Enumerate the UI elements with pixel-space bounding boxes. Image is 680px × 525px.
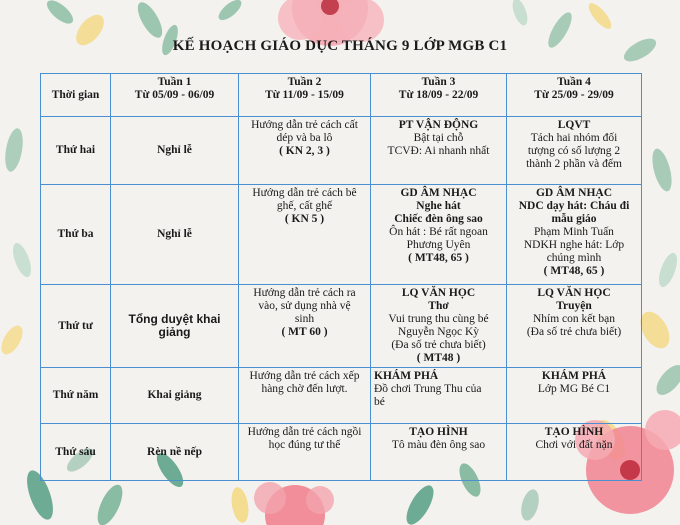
week-range: Từ 18/09 - 22/09 (398, 89, 479, 101)
plan-cell-line: Ôn hát : Bé rất ngoan (389, 226, 488, 238)
plan-cell-line: NDC dạy hát: Cháu đi (518, 200, 630, 212)
plan-cell-line: sinh (294, 313, 315, 325)
plan-cell-line: Hướng dẫn trẻ cách ngồi (247, 426, 362, 438)
plan-cell (507, 285, 642, 368)
pink-flower-bottom-left-icon (254, 482, 334, 525)
plan-cell-line: vào, sử dụng nhà vệ (258, 300, 351, 312)
header-row (41, 74, 642, 117)
plan-cell-line: LQ VĂN HỌC (401, 287, 476, 299)
week-name: Tuần 2 (287, 76, 322, 88)
plan-cell-line: Nhím con kết bạn (532, 313, 616, 325)
plan-cell-line: Khai giảng (147, 389, 202, 401)
plan-cell (371, 368, 507, 424)
plan-cell-line: ( MT48 ) (416, 352, 461, 364)
plan-cell (239, 285, 371, 368)
plan-cell-line: TCVĐ: Ai nhanh nhất (387, 145, 490, 157)
education-plan-table (40, 73, 642, 481)
day-row (41, 368, 642, 424)
day-label: Thứ ba (41, 185, 111, 285)
plan-cell-line: Rèn nề nếp (147, 445, 202, 458)
plan-cell (239, 117, 371, 185)
plan-cell (507, 368, 642, 424)
plan-cell-line: Nghe hát (416, 200, 461, 212)
plan-cell-line: Nguyễn Ngọc Kỳ (397, 326, 480, 338)
plan-cell-line: Vui trung thu cùng bé (388, 313, 489, 325)
week-range: Từ 11/09 - 15/09 (265, 89, 344, 101)
leaves-top-right-icon (510, 0, 660, 66)
day-label: Thứ năm (41, 368, 111, 424)
plan-cell-line: Tổng duyệt khai (128, 312, 221, 326)
page-title: KẾ HOẠCH GIÁO DỤC THÁNG 9 LỚP MGB C1 (172, 38, 508, 54)
plan-cell-line: PT VẬN ĐỘNG (398, 119, 479, 131)
plan-cell (507, 185, 642, 285)
plan-cell-line: GD ÂM NHẠC (535, 187, 613, 199)
day-label: Thứ tư (41, 285, 111, 368)
plan-cell-line: Hướng dẫn trẻ cách bê (252, 187, 357, 199)
plan-cell-line: ( KN 2, 3 ) (279, 145, 330, 157)
plan-cell (371, 185, 507, 285)
week-header-1 (111, 74, 239, 117)
plan-cell-line: ( MT48, 65 ) (543, 265, 605, 277)
leaves-left-icon (0, 127, 35, 358)
plan-cell (111, 368, 239, 424)
plan-cell (239, 185, 371, 285)
plan-cell (371, 424, 507, 481)
plan-cell-line: Lớp MG Bé C1 (537, 383, 611, 395)
day-row (41, 117, 642, 185)
plan-cell (371, 285, 507, 368)
plan-cell-line: hàng chờ đến lượt. (261, 383, 348, 395)
plan-cell-line: LQ VĂN HỌC (537, 287, 611, 299)
plan-cell-line: tượng có số lượng 2 (527, 145, 621, 157)
plan-cell (239, 368, 371, 424)
plan-cell-line: chúng mình (546, 252, 602, 264)
plan-cell-line: giảng (158, 325, 191, 339)
plan-cell-line: ( KN 5 ) (284, 213, 325, 225)
plan-cell-line: Chơi với đất nặn (535, 439, 613, 451)
plan-cell-line: Truyện (556, 300, 592, 312)
plan-cell-line: Tách hai nhóm đối (530, 132, 618, 144)
week-name: Tuần 3 (421, 76, 456, 88)
plan-cell-line: TẠO HÌNH (409, 426, 468, 438)
plan-cell-line: TẠO HÌNH (544, 426, 604, 438)
plan-cell-line: Nghỉ lễ (157, 228, 192, 240)
week-range: Từ 25/09 - 29/09 (534, 89, 614, 101)
plan-cell (239, 424, 371, 481)
week-name: Tuần 1 (157, 76, 192, 88)
plan-cell-line: Bật tại chỗ (413, 132, 464, 144)
week-header-3 (371, 74, 507, 117)
plan-cell-line: Chiếc đèn ông sao (394, 213, 483, 225)
plan-cell-line: Thơ (428, 300, 449, 312)
plan-cell (507, 424, 642, 481)
corner-label: Thời gian (41, 74, 111, 117)
week-name: Tuần 4 (557, 76, 591, 88)
plan-cell-line: Đồ chơi Trung Thu của (374, 383, 482, 395)
plan-cell-line: ghế, cất ghế (276, 200, 333, 212)
day-label: Thứ hai (41, 117, 111, 185)
plan-cell-line: ( MT 60 ) (281, 326, 328, 338)
plan-cell-line: Hướng dẫn trẻ cách cất (251, 119, 358, 131)
plan-cell-line: Hướng dẫn trẻ cách xếp (249, 370, 360, 382)
plan-cell-line: KHÁM PHÁ (374, 370, 439, 382)
day-label: Thứ sáu (41, 424, 111, 481)
plan-cell-line: Tô màu đèn ông sao (391, 439, 486, 451)
day-row (41, 285, 642, 368)
plan-cell-line: LQVT (557, 119, 591, 131)
plan-cell (371, 117, 507, 185)
plan-cell-line: học đúng tư thế (268, 439, 341, 451)
day-row (41, 424, 642, 481)
plan-cell (111, 285, 239, 368)
plan-cell-line: bé (374, 396, 385, 408)
plan-cell (111, 185, 239, 285)
plan-cell (111, 424, 239, 481)
plan-cell-line: (Đa số trẻ chưa biết) (391, 339, 486, 351)
plan-cell (507, 117, 642, 185)
plan-cell-line: (Đa số trẻ chưa biết) (526, 326, 622, 338)
week-range: Từ 05/09 - 06/09 (134, 89, 215, 101)
day-row (41, 185, 642, 285)
plan-cell-line: NDKH nghe hát: Lớp (523, 239, 625, 251)
plan-cell-line: Phương Uyên (406, 239, 471, 251)
plan-cell-line: thành 2 phần và đếm (526, 158, 622, 170)
plan-cell-line: Nghỉ lễ (157, 144, 192, 156)
plan-cell-line: Phạm Minh Tuấn (534, 226, 614, 238)
plan-cell-line: KHÁM PHÁ (541, 370, 607, 382)
week-header-2 (239, 74, 371, 117)
plan-cell-line: GD ÂM NHẠC (400, 187, 477, 199)
week-header-4 (507, 74, 642, 117)
plan-cell-line: Hướng dẫn trẻ cách ra (253, 287, 356, 299)
plan-cell (111, 117, 239, 185)
plan-cell-line: ( MT48, 65 ) (408, 252, 469, 264)
plan-cell-line: dép và ba lô (276, 132, 333, 144)
plan-cell-line: mẫu giáo (551, 213, 597, 225)
